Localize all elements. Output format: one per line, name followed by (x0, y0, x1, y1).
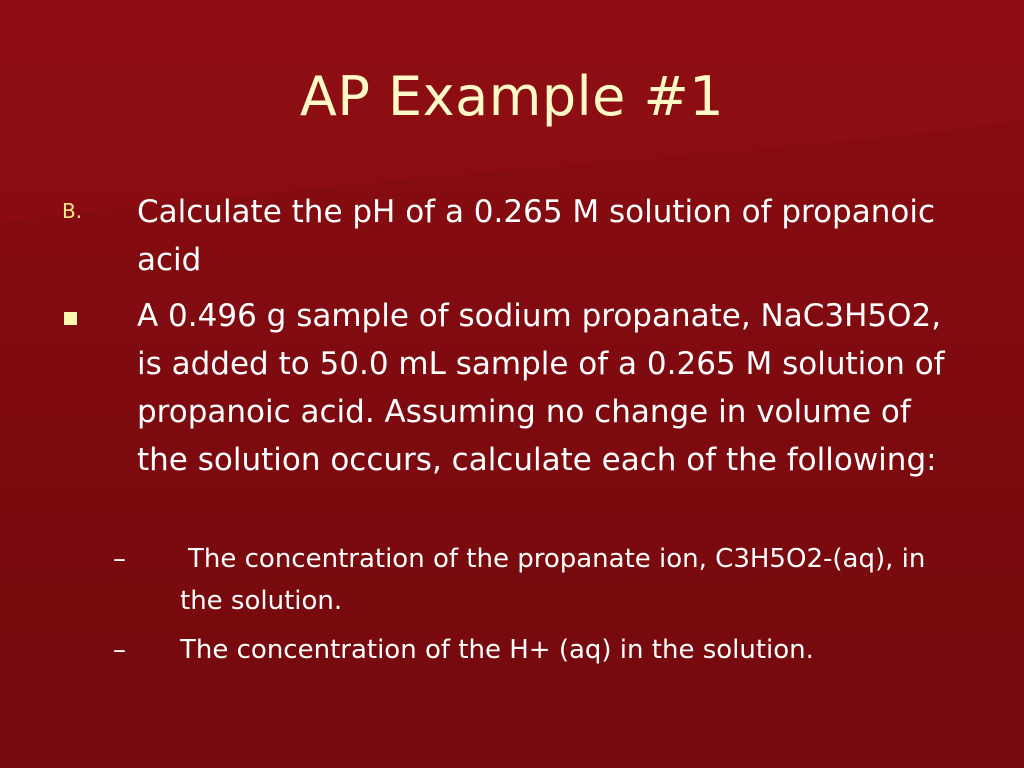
sub-list-dash-marker: – (113, 544, 126, 574)
list-item-problem-statement: A 0.496 g sample of sodium propanate, NaC3H5O2, is added to 50.0 mL sample of a 0.265 M solution of propanoic acid. Assuming no change in volume of the solution occurs, calculate each of the following: (137, 298, 945, 478)
slide-title: AP Example #1 (299, 65, 725, 128)
list-marker-letter: B. (62, 199, 83, 223)
sub-list-item-h-concentration: The concentration of the H+ (aq) in the solution. (180, 635, 814, 665)
square-bullet-icon (64, 312, 77, 325)
sub-list-dash-marker: – (113, 635, 126, 665)
list-item-question-b: Calculate the pH of a 0.265 M solution of propanoic acid (137, 194, 935, 278)
sub-list-item-propanate-concentration (180, 538, 950, 622)
sub-list-item-text: The concentration of the propanate ion, C3H5O2-(aq), in the solution. (180, 544, 926, 616)
